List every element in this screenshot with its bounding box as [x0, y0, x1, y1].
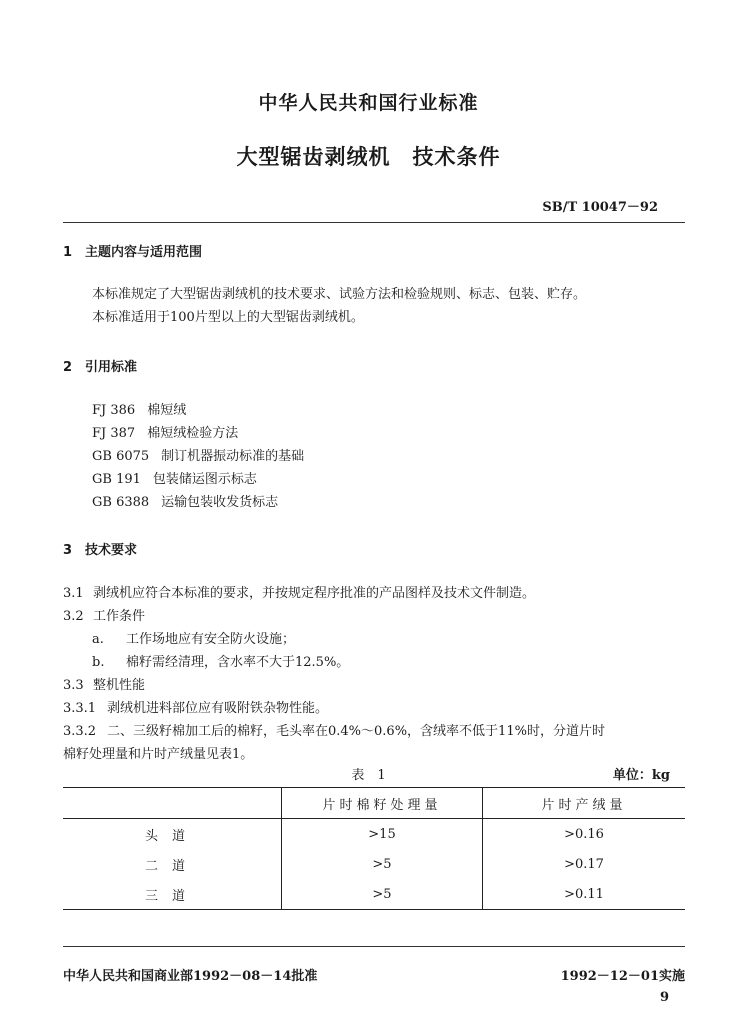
reference-code: FJ 386 [92, 403, 136, 418]
reference-name: 包装储运图示标志 [152, 472, 257, 487]
clause-number: 3.3 [63, 678, 84, 693]
table-cell: >5 [282, 879, 483, 910]
table-cell: >0.16 [483, 819, 686, 850]
reference-name: 棉短绒检验方法 [147, 426, 239, 441]
clause-number: 3.1 [63, 586, 84, 601]
section-1-para-2: 本标准适用于100片型以上的大型锯齿剥绒机。 [92, 310, 364, 325]
clause-text: 剥绒机进料部位应有吸附铁杂物性能。 [107, 701, 329, 716]
table-header-cell [63, 788, 282, 819]
document-org: 中华人民共和国行业标准 [258, 92, 479, 114]
table-cell: 二道 [144, 858, 199, 874]
section-3-heading [63, 539, 137, 558]
reference-item [92, 422, 238, 441]
reference-name: 运输包装收发货标志 [161, 495, 279, 510]
table-unit: 单位：kg [612, 768, 670, 783]
reference-item [92, 491, 278, 510]
section-number: 3 [63, 543, 73, 558]
clause-3-3-2 [63, 720, 685, 739]
section-title: 技术要求 [85, 543, 138, 558]
footer-divider [63, 946, 685, 947]
clause-3-3 [63, 674, 145, 693]
table-header-cell: 片时棉籽处理量 [282, 788, 483, 819]
section-1-heading [63, 241, 202, 260]
clause-3-3-1 [63, 697, 328, 716]
item-text: 工作场地应有安全防火设施； [126, 632, 296, 647]
clause-text: 整机性能 [93, 678, 146, 693]
item-label: b. [92, 655, 105, 670]
clause-3-2 [63, 605, 145, 624]
table-cell: 三道 [63, 879, 282, 910]
table-cell: >5 [282, 849, 483, 879]
table-row [63, 879, 685, 910]
reference-name: 棉短绒 [147, 403, 187, 418]
reference-code: FJ 387 [92, 426, 136, 441]
clause-text: 二、三级籽棉加工后的棉籽，毛头率在0.4%～0.6%，含绒率不低于11%时，分道片时 [107, 724, 605, 739]
item-label: a. [92, 632, 104, 647]
section-number: 1 [63, 245, 73, 260]
section-title: 引用标准 [85, 360, 138, 375]
reference-item [92, 445, 304, 464]
standard-code: SB/T 10047－92 [542, 200, 658, 215]
clause-number: 3.2 [63, 609, 84, 624]
table-cell: >0.17 [483, 849, 686, 879]
section-title: 主题内容与适用范围 [85, 245, 203, 260]
section-number: 2 [63, 360, 73, 375]
section-1-para-1: 本标准规定了大型锯齿剥绒机的技术要求、试验方法和检验规则、标志、包装、贮存。 [92, 287, 587, 302]
clause-text: 工作条件 [93, 609, 146, 624]
header-divider [63, 222, 685, 223]
document-title: 大型锯齿剥绒机 技术条件 [236, 145, 501, 169]
table-header-row [63, 788, 685, 819]
reference-item [92, 399, 186, 418]
section-2-heading [63, 356, 137, 375]
clause-number: 3.3.1 [63, 701, 97, 716]
implementation-date: 1992－12－01实施 [560, 969, 685, 984]
reference-code: GB 191 [92, 472, 141, 487]
table-cell: >0.11 [483, 879, 686, 910]
clause-3-1 [63, 582, 535, 601]
clause-text: 剥绒机应符合本标准的要求，并按规定程序批准的产品图样及技术文件制造。 [93, 586, 536, 601]
reference-code: GB 6075 [92, 449, 150, 464]
reference-code: GB 6388 [92, 495, 150, 510]
reference-item [92, 468, 257, 487]
table-row [63, 849, 685, 879]
clause-3-3-2-continued: 棉籽处理量和片时产绒量见表1。 [63, 747, 254, 762]
clause-3-2-b [92, 651, 349, 670]
table-header-cell: 片时产绒量 [483, 788, 686, 819]
table-cell: 头道 [144, 828, 199, 844]
clause-3-2-a [92, 628, 295, 647]
table-caption: 表 1 [351, 768, 386, 783]
table-1 [63, 787, 685, 910]
item-text: 棉籽需经清理，含水率不大于12.5%。 [126, 655, 350, 670]
page-number: 9 [659, 990, 669, 1005]
clause-number: 3.3.2 [63, 724, 97, 739]
reference-name: 制订机器振动标准的基础 [161, 449, 305, 464]
approval-statement: 中华人民共和国商业部1992－08－14批准 [63, 969, 318, 984]
table-cell: >15 [282, 819, 483, 850]
table-row [63, 819, 685, 850]
